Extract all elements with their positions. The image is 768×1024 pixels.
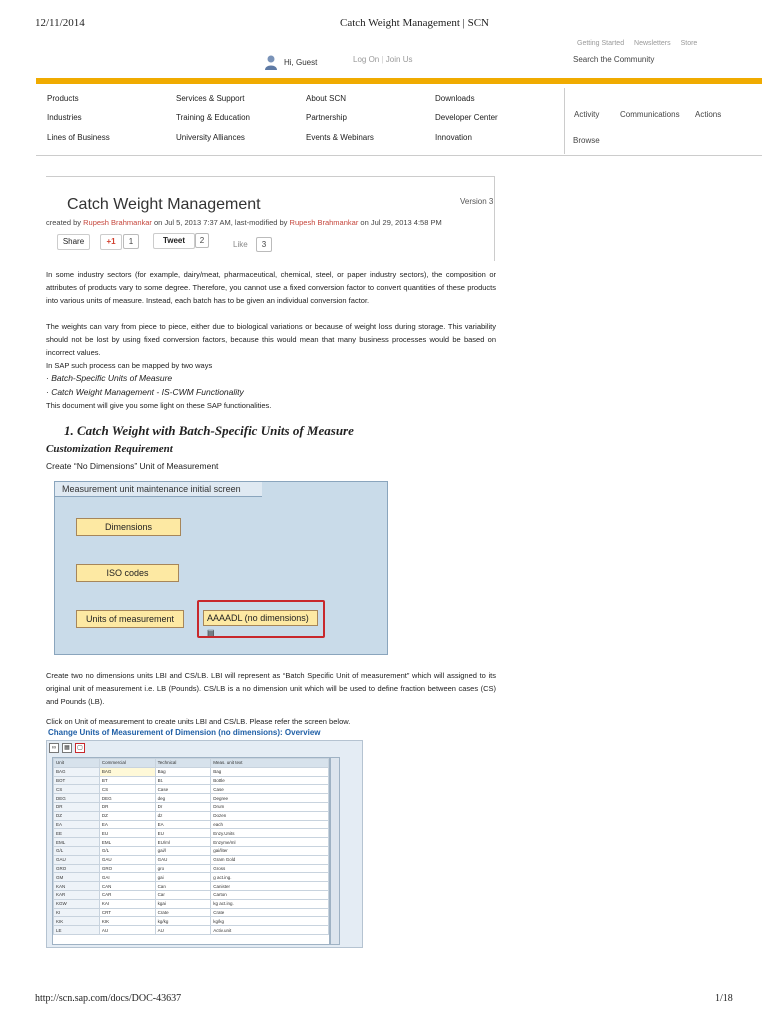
units-of-measurement-button[interactable]: Units of measurement bbox=[76, 610, 184, 628]
table-cell[interactable]: CRT bbox=[99, 908, 155, 917]
created-by-label: created by bbox=[46, 218, 82, 227]
screen-measurement-unit bbox=[54, 481, 388, 655]
table-cell[interactable]: G/L bbox=[54, 846, 100, 855]
gplus-button[interactable] bbox=[100, 234, 122, 250]
table-cell[interactable]: Dr bbox=[155, 802, 211, 811]
table-cell[interactable]: Activ.unit bbox=[211, 926, 329, 935]
table-cell[interactable]: DEG bbox=[54, 794, 100, 803]
table-cell[interactable]: GAU bbox=[99, 855, 155, 864]
table-cell[interactable]: gai/l bbox=[155, 846, 211, 855]
table-row[interactable] bbox=[54, 802, 329, 811]
table-cell[interactable]: BOT bbox=[54, 776, 100, 785]
table-cell[interactable]: AU bbox=[99, 926, 155, 935]
dimension-field-value: AAAADL (no dimensions) bbox=[207, 613, 309, 623]
table-cell[interactable]: G/L bbox=[99, 846, 155, 855]
table-row[interactable] bbox=[54, 917, 329, 926]
table-cell[interactable]: Dozen bbox=[211, 811, 329, 820]
table-row[interactable] bbox=[54, 899, 329, 908]
table-cell[interactable]: gro bbox=[155, 864, 211, 873]
table-row[interactable] bbox=[54, 926, 329, 935]
table-cell[interactable]: GM bbox=[54, 873, 100, 882]
login-link[interactable]: Log On bbox=[353, 55, 380, 64]
like-button[interactable]: Like bbox=[233, 240, 248, 249]
table-cell[interactable]: EA bbox=[99, 820, 155, 829]
table-cell[interactable]: KGW bbox=[54, 899, 100, 908]
units-table bbox=[53, 758, 329, 935]
table-row[interactable] bbox=[54, 820, 329, 829]
click-paragraph: Click on Unit of measurement to create units LBI and CS/LB. Please refer the screen below. bbox=[46, 717, 351, 726]
intro-paragraph-1: In some industry sectors (for example, dairy/meat, pharmaceutical, chemical, steel, or paper industry sectors), the composition or attributes of products vary to some degree. Therefore, you cannot use a fixed conversion factor to convert quantities of these products into various units of measure. Instead, each batch has to be given an individual conversion factor. bbox=[46, 270, 496, 305]
table-cell[interactable]: Degree bbox=[211, 794, 329, 803]
table-cell[interactable]: BAG bbox=[54, 767, 100, 776]
col-unit: Unit bbox=[54, 759, 100, 768]
user-area bbox=[264, 54, 317, 70]
nav-products[interactable]: Products bbox=[47, 94, 79, 103]
table-cell[interactable]: KAN bbox=[54, 882, 100, 891]
print-title: Catch Weight Management | SCN bbox=[340, 17, 489, 29]
table-cell[interactable]: dz bbox=[155, 811, 211, 820]
table-row[interactable] bbox=[54, 829, 329, 838]
table-cell[interactable]: EML bbox=[54, 838, 100, 847]
table-cell[interactable]: KAI bbox=[99, 899, 155, 908]
table-cell[interactable]: Bag bbox=[211, 767, 329, 776]
table-cell[interactable]: EML bbox=[99, 838, 155, 847]
table-cell[interactable]: AU bbox=[155, 926, 211, 935]
table-cell[interactable]: DZ bbox=[99, 811, 155, 820]
table-cell[interactable]: DEG bbox=[99, 794, 155, 803]
table-cell[interactable]: Crate bbox=[211, 908, 329, 917]
table-cell[interactable]: Bag bbox=[155, 767, 211, 776]
nav-activity[interactable]: Activity bbox=[574, 110, 600, 119]
table-cell[interactable]: Crate bbox=[155, 908, 211, 917]
gplus-count: 1 bbox=[123, 234, 139, 249]
nav-about-scn[interactable]: About SCN bbox=[306, 94, 347, 103]
table-cell[interactable]: DZ bbox=[54, 811, 100, 820]
table-cell[interactable]: EE bbox=[54, 829, 100, 838]
screen1-title: Measurement unit maintenance initial screen bbox=[55, 482, 262, 497]
like-count: 3 bbox=[256, 237, 272, 252]
content-side-divider bbox=[494, 176, 495, 261]
top-links bbox=[577, 40, 705, 47]
table-cell[interactable]: GRO bbox=[99, 864, 155, 873]
table-row[interactable] bbox=[54, 785, 329, 794]
units-table-wrap bbox=[52, 757, 330, 945]
table-cell[interactable]: kg/kg bbox=[155, 917, 211, 926]
intro-paragraph-3: In SAP such process can be mapped by two ways bbox=[46, 361, 213, 370]
nav-training-education[interactable]: Training & Education bbox=[176, 113, 250, 122]
share-button[interactable]: Share bbox=[57, 234, 90, 250]
table-cell[interactable]: Case bbox=[155, 785, 211, 794]
table-row[interactable] bbox=[54, 794, 329, 803]
units-paragraph: Create two no dimensions units LBI and CS/LB. LBI will represent as “Batch Specific Unit of measurement” which will assigned to its original unit of measurement i.e. LB (Pounds). CS/LB is a no dimension unit which will be used to define fraction between cases (CS) and Pounds (LB). bbox=[46, 671, 496, 706]
tweet-count: 2 bbox=[195, 233, 209, 248]
table-header-row bbox=[54, 759, 329, 768]
table-row[interactable] bbox=[54, 846, 329, 855]
col-technical: Technical bbox=[155, 759, 211, 768]
table-row[interactable] bbox=[54, 890, 329, 899]
table-cell[interactable]: GAU bbox=[54, 855, 100, 864]
join-link[interactable]: Join Us bbox=[385, 55, 413, 64]
table-cell[interactable]: CS bbox=[99, 785, 155, 794]
table-cell[interactable]: Drum bbox=[211, 802, 329, 811]
nav-innovation[interactable]: Innovation bbox=[435, 133, 472, 142]
table-cell[interactable]: Car bbox=[155, 890, 211, 899]
table-row[interactable] bbox=[54, 908, 329, 917]
modified-on: on Jul 29, 2013 4:58 PM bbox=[360, 218, 442, 227]
section-caption: Create “No Dimensions” Unit of Measurement bbox=[46, 461, 219, 471]
guest-greeting: Hi, Guest bbox=[284, 57, 318, 67]
table-cell[interactable]: Enzy.Units bbox=[211, 829, 329, 838]
table-cell[interactable]: CS bbox=[54, 785, 100, 794]
table-cell[interactable]: Case bbox=[211, 785, 329, 794]
table-cell[interactable]: gai/liter bbox=[211, 846, 329, 855]
nav-developer-center[interactable]: Developer Center bbox=[435, 113, 498, 122]
table-cell[interactable]: DR bbox=[99, 802, 155, 811]
table-cell[interactable]: BT bbox=[99, 776, 155, 785]
table-row[interactable] bbox=[54, 855, 329, 864]
screen2-toolbar bbox=[49, 743, 85, 753]
author-link[interactable]: Rupesh Brahmankar bbox=[83, 218, 152, 227]
intro-list-item-1: · Batch-Specific Units of Measure bbox=[46, 373, 173, 383]
table-cell[interactable]: Bottle bbox=[211, 776, 329, 785]
table-cell[interactable]: CAR bbox=[99, 890, 155, 899]
document-version: Version 3 bbox=[460, 197, 494, 206]
col-commercial: Commercial bbox=[99, 759, 155, 768]
nav-actions[interactable]: Actions bbox=[695, 110, 722, 119]
tweet-button[interactable]: Tweet bbox=[153, 233, 195, 249]
table-row[interactable] bbox=[54, 776, 329, 785]
nav-partnership[interactable]: Partnership bbox=[306, 113, 347, 122]
dimension-field[interactable] bbox=[203, 610, 318, 637]
table-cell[interactable]: kg/kg bbox=[211, 917, 329, 926]
document-icon: ▤ bbox=[207, 628, 215, 637]
document-title: Catch Weight Management bbox=[67, 196, 261, 213]
search-input[interactable]: Search the Community bbox=[573, 55, 655, 64]
table-cell[interactable]: Can bbox=[155, 882, 211, 891]
section-subheading: Customization Requirement bbox=[46, 443, 173, 455]
table-cell[interactable]: Gram Gold bbox=[211, 855, 329, 864]
table-row[interactable] bbox=[54, 873, 329, 882]
table-cell[interactable]: KI bbox=[54, 908, 100, 917]
table-cell[interactable]: LE bbox=[54, 926, 100, 935]
table-cell[interactable]: Canister bbox=[211, 882, 329, 891]
nav-browse[interactable]: Browse bbox=[573, 136, 600, 145]
iso-codes-button[interactable]: ISO codes bbox=[76, 564, 179, 582]
gplus-label: +1 bbox=[106, 237, 116, 246]
screen2-title: Change Units of Measurement of Dimension (no dimensions): Overview bbox=[48, 728, 321, 737]
nav-services-support[interactable]: Services & Support bbox=[176, 94, 245, 103]
table-row[interactable] bbox=[54, 767, 329, 776]
table-cell[interactable]: DR bbox=[54, 802, 100, 811]
table-cell[interactable]: kg act.ing. bbox=[211, 899, 329, 908]
table-cell[interactable]: KAR bbox=[54, 890, 100, 899]
nav-bottom-divider bbox=[36, 155, 762, 156]
top-link-newsletters[interactable]: Newsletters bbox=[634, 40, 671, 47]
table-cell[interactable]: BAG bbox=[99, 767, 155, 776]
intro-paragraph-4: This document will give you some light on these SAP functionalities. bbox=[46, 401, 272, 410]
table-cell[interactable]: GAI bbox=[99, 873, 155, 882]
glasses-icon[interactable]: ∞ bbox=[49, 743, 59, 753]
table-row[interactable] bbox=[54, 864, 329, 873]
modified-by-link[interactable]: Rupesh Brahmankar bbox=[289, 218, 359, 227]
table-row[interactable] bbox=[54, 811, 329, 820]
table-row[interactable] bbox=[54, 882, 329, 891]
print-date: 12/11/2014 bbox=[35, 17, 85, 29]
table-cell[interactable]: each bbox=[211, 820, 329, 829]
section-heading: 1. Catch Weight with Batch-Specific Units of Measure bbox=[64, 423, 354, 438]
new-entries-icon[interactable]: ▢ bbox=[75, 743, 85, 753]
intro-list-item-2: · Catch Weight Management - IS-CWM Functionality bbox=[46, 387, 244, 397]
save-icon[interactable]: ▦ bbox=[62, 743, 72, 753]
user-icon bbox=[264, 54, 278, 70]
footer-page: 1/18 bbox=[715, 993, 733, 1004]
table-body bbox=[54, 767, 329, 934]
table-cell[interactable]: GAU bbox=[155, 855, 211, 864]
nav-university-alliances[interactable]: University Alliances bbox=[176, 133, 245, 142]
footer-url: http://scn.sap.com/docs/DOC-43637 bbox=[35, 993, 182, 1004]
table-cell[interactable]: deg bbox=[155, 794, 211, 803]
top-link-store[interactable]: Store bbox=[680, 40, 698, 47]
document-byline bbox=[46, 218, 442, 227]
table-cell[interactable]: KIK bbox=[99, 917, 155, 926]
nav-communications[interactable]: Communications bbox=[620, 110, 680, 119]
table-cell[interactable]: gai bbox=[155, 873, 211, 882]
login-links: Log On | Join Us bbox=[353, 55, 413, 64]
table-scrollbar[interactable] bbox=[330, 757, 340, 945]
top-link-getting-started[interactable]: Getting Started bbox=[577, 40, 625, 47]
table-cell[interactable]: EA bbox=[54, 820, 100, 829]
table-row[interactable] bbox=[54, 838, 329, 847]
table-cell[interactable]: Enzyme/ml bbox=[211, 838, 329, 847]
dimensions-button[interactable]: Dimensions bbox=[76, 518, 181, 536]
table-cell[interactable]: EU bbox=[99, 829, 155, 838]
brand-bar bbox=[36, 78, 762, 84]
nav-divider bbox=[564, 88, 565, 154]
table-cell[interactable]: GRO bbox=[54, 864, 100, 873]
created-on: on Jul 5, 2013 7:37 AM, last-modified by bbox=[154, 218, 288, 227]
nav-lines-of-business[interactable]: Lines of Business bbox=[47, 133, 110, 142]
col-meas-text: Meas. unit text bbox=[211, 759, 329, 768]
table-cell[interactable]: Bt. bbox=[155, 776, 211, 785]
table-cell[interactable]: EA bbox=[155, 820, 211, 829]
table-cell[interactable]: Gross bbox=[211, 864, 329, 873]
table-cell[interactable]: EU bbox=[155, 829, 211, 838]
content-top-divider bbox=[46, 176, 494, 177]
table-cell[interactable]: KIK bbox=[54, 917, 100, 926]
screen-units-overview bbox=[46, 740, 363, 948]
table-cell[interactable]: g act.ing. bbox=[211, 873, 329, 882]
nav-industries[interactable]: Industries bbox=[47, 113, 82, 122]
nav-events-webinars[interactable]: Events & Webinars bbox=[306, 133, 374, 142]
nav-downloads[interactable]: Downloads bbox=[435, 94, 475, 103]
table-cell[interactable]: Carton bbox=[211, 890, 329, 899]
table-cell[interactable]: EU/ml bbox=[155, 838, 211, 847]
table-cell[interactable]: CAN bbox=[99, 882, 155, 891]
intro-paragraph-2: The weights can vary from piece to piece, either due to biological variations or because of weight loss during storage. This variability should not be lost by using fixed conversion factors, because this would mean that many business processes would be based on incorrect values. bbox=[46, 322, 496, 357]
table-cell[interactable]: kgai bbox=[155, 899, 211, 908]
